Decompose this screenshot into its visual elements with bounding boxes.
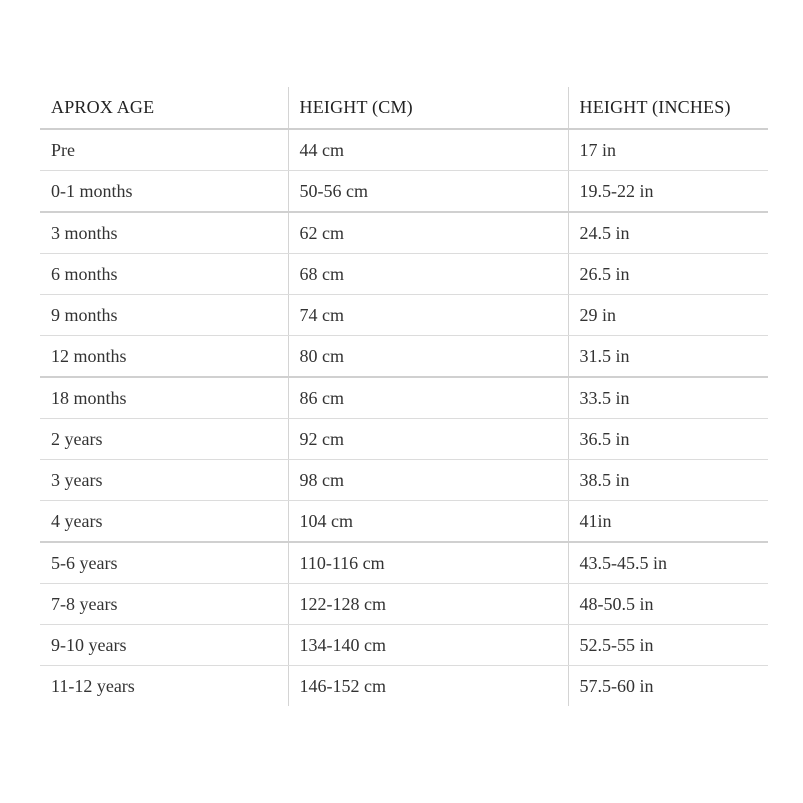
cell-height-inches: 31.5 in: [568, 336, 768, 378]
table-row: [40, 419, 768, 460]
cell-height-cm: 146-152 cm: [288, 666, 568, 707]
table-body: [40, 129, 768, 706]
size-chart-table: [40, 87, 768, 706]
table-row: [40, 171, 768, 213]
cell-height-inches: 17 in: [568, 129, 768, 171]
cell-height-inches: 29 in: [568, 295, 768, 336]
cell-height-inches: 19.5-22 in: [568, 171, 768, 213]
header-row: [40, 87, 768, 129]
cell-height-cm: 86 cm: [288, 377, 568, 419]
table-row: [40, 584, 768, 625]
cell-age: Pre: [40, 129, 288, 171]
header-age: APROX AGE: [40, 87, 288, 129]
cell-height-cm: 104 cm: [288, 501, 568, 543]
table-row: [40, 542, 768, 584]
table-row: [40, 336, 768, 378]
header-height-cm: HEIGHT (CM): [288, 87, 568, 129]
cell-height-inches: 38.5 in: [568, 460, 768, 501]
cell-height-inches: 33.5 in: [568, 377, 768, 419]
cell-age: 2 years: [40, 419, 288, 460]
cell-height-cm: 122-128 cm: [288, 584, 568, 625]
cell-height-inches: 52.5-55 in: [568, 625, 768, 666]
table-row: [40, 129, 768, 171]
cell-height-inches: 48-50.5 in: [568, 584, 768, 625]
cell-age: 18 months: [40, 377, 288, 419]
table-row: [40, 666, 768, 707]
cell-height-cm: 92 cm: [288, 419, 568, 460]
header-height-inches: HEIGHT (INCHES): [568, 87, 768, 129]
cell-height-inches: 36.5 in: [568, 419, 768, 460]
cell-height-cm: 50-56 cm: [288, 171, 568, 213]
cell-height-inches: 24.5 in: [568, 212, 768, 254]
cell-age: 11-12 years: [51, 675, 135, 696]
cell-height-inches: 43.5-45.5 in: [568, 542, 768, 584]
cell-age: 9-10 years: [40, 625, 288, 666]
cell-age: 6 months: [40, 254, 288, 295]
cell-height-cm: 110-116 cm: [288, 542, 568, 584]
cell-height-cm: 68 cm: [288, 254, 568, 295]
table-row: [40, 212, 768, 254]
table-row: [40, 377, 768, 419]
cell-age: 3 months: [40, 212, 288, 254]
cell-age: 0-1 months: [40, 171, 288, 213]
cell-age: 5-6 years: [40, 542, 288, 584]
cell-height-inches: 41in: [568, 501, 768, 543]
cell-age: 3 years: [40, 460, 288, 501]
cell-age: 4 years: [40, 501, 288, 543]
cell-height-cm: 44 cm: [288, 129, 568, 171]
cell-height-cm: 98 cm: [288, 460, 568, 501]
cell-age: 12 months: [40, 336, 288, 378]
cell-height-cm: 62 cm: [288, 212, 568, 254]
table-row: [40, 501, 768, 543]
cell-height-cm: 80 cm: [288, 336, 568, 378]
table-row: [40, 625, 768, 666]
cell-age: 9 months: [40, 295, 288, 336]
table-row: [40, 460, 768, 501]
cell-age: 7-8 years: [40, 584, 288, 625]
cell-height-inches: 57.5-60 in: [568, 666, 768, 707]
table-header: [40, 87, 768, 129]
table-row: [40, 295, 768, 336]
cell-height-cm: 74 cm: [288, 295, 568, 336]
cell-height-inches: 26.5 in: [568, 254, 768, 295]
table-row: [40, 254, 768, 295]
cell-height-cm: 134-140 cm: [288, 625, 568, 666]
